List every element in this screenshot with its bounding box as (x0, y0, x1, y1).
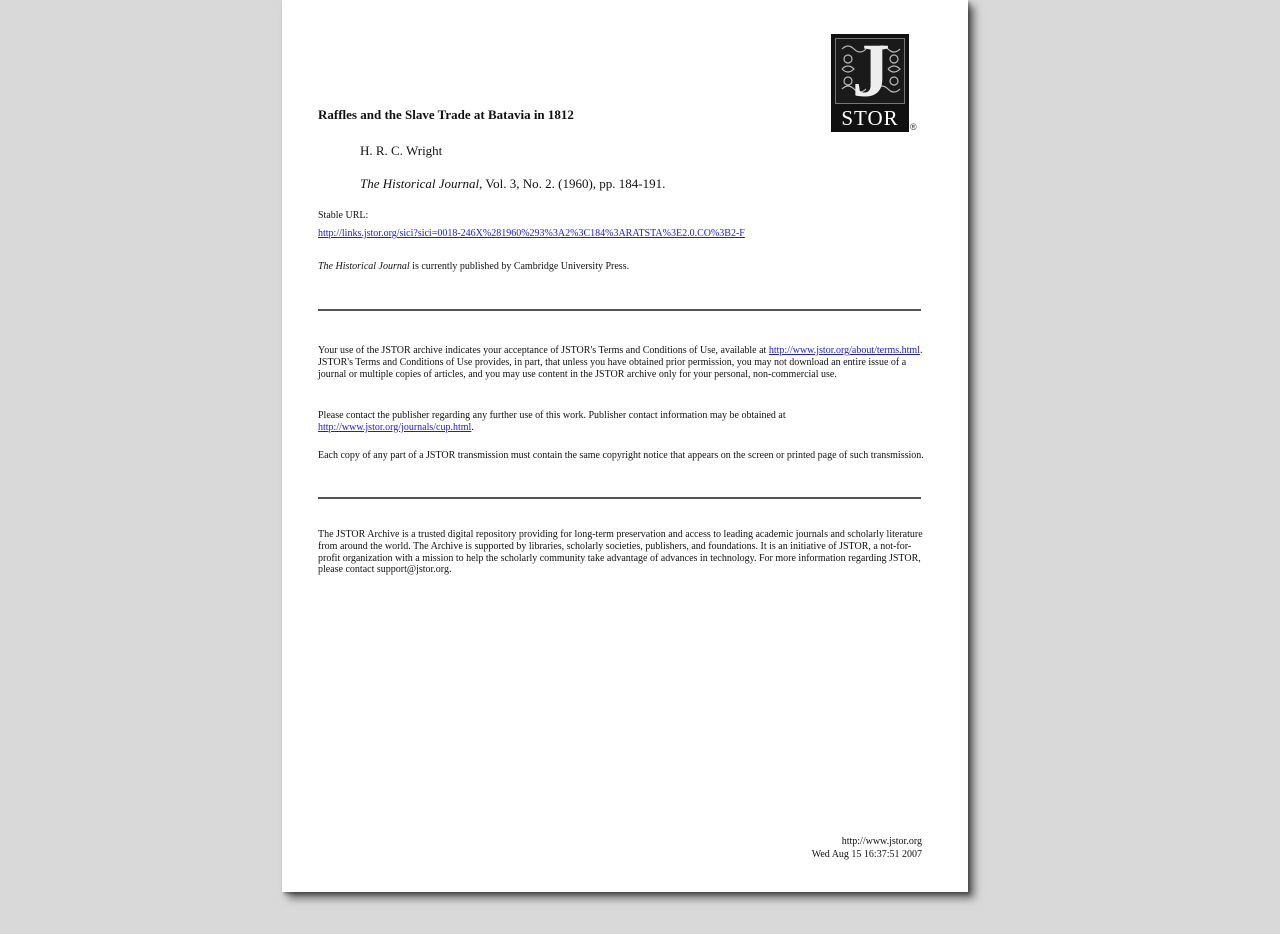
registered-mark: ® (910, 122, 917, 132)
jstor-logo-wordmark: STOR (841, 106, 899, 130)
footer-site: http://www.jstor.org (841, 836, 922, 847)
article-title: Raffles and the Slave Trade at Batavia in 1812 (318, 107, 574, 122)
contact-link[interactable]: http://www.jstor.org/journals/cup.html (318, 421, 472, 433)
jstor-logo (831, 34, 909, 132)
article-author: H. R. C. Wright (360, 143, 443, 158)
contact-paragraph (318, 410, 924, 434)
contact-text-after: . (471, 421, 474, 433)
publisher-journal: The Historical Journal (318, 261, 410, 272)
jstor-logo-j: J (852, 38, 890, 104)
publisher-line (318, 261, 629, 272)
divider-bottom (318, 497, 921, 499)
citation-journal: The Historical Journal (360, 176, 480, 191)
stable-url-link[interactable]: http://links.jstor.org/sici?sici=0018-246X%281960%293%3A2%3C184%3ARATSTA%3E2.0.CO%3B2-F (318, 228, 745, 239)
citation-details: , Vol. 3, No. 2. (1960), pp. 184-191. (479, 176, 666, 191)
footer-timestamp: Wed Aug 15 16:37:51 2007 (811, 849, 922, 860)
archive-paragraph: The JSTOR Archive is a trusted digital repository providing for long-term preservation and access to leading academic journals and scholarly literature from around the world. The Archive is supported by libraries, scholarly societies, publishers, and foundations. It is an initiative of JSTOR, a not-for-profit organization with a mission to help the scholarly community take advantage of advances in technology. For more information regarding JSTOR, please contact support@jstor.org. (318, 529, 923, 576)
article-citation (360, 176, 665, 192)
publisher-rest: is currently published by Cambridge University Press. (409, 261, 630, 272)
terms-text-before: Your use of the JSTOR archive indicates your acceptance of JSTOR's Terms and Conditions of Use, available at (318, 345, 769, 356)
terms-text-after: . JSTOR's Terms and Conditions of Use provides, in part, that unless you have obtained prior permission, you may not download an entire issue of a journal or multiple copies of articles, and you may use content in the JSTOR archive only for your personal, non-commercial use. (318, 345, 923, 380)
page-footer (812, 835, 922, 861)
jstor-logo-emblem (835, 38, 905, 104)
pdf-page (282, 0, 968, 892)
divider-top (318, 309, 921, 311)
terms-paragraph (318, 345, 924, 380)
contact-text-before: Please contact the publisher regarding any further use of this work. Publisher contact information may be obtained at (318, 410, 786, 421)
copy-paragraph: Each copy of any part of a JSTOR transmission must contain the same copyright notice that appears on the screen or printed page of such transmission. (318, 450, 924, 461)
stable-url-label: Stable URL: (318, 210, 369, 221)
terms-link[interactable]: http://www.jstor.org/about/terms.html (768, 345, 920, 356)
